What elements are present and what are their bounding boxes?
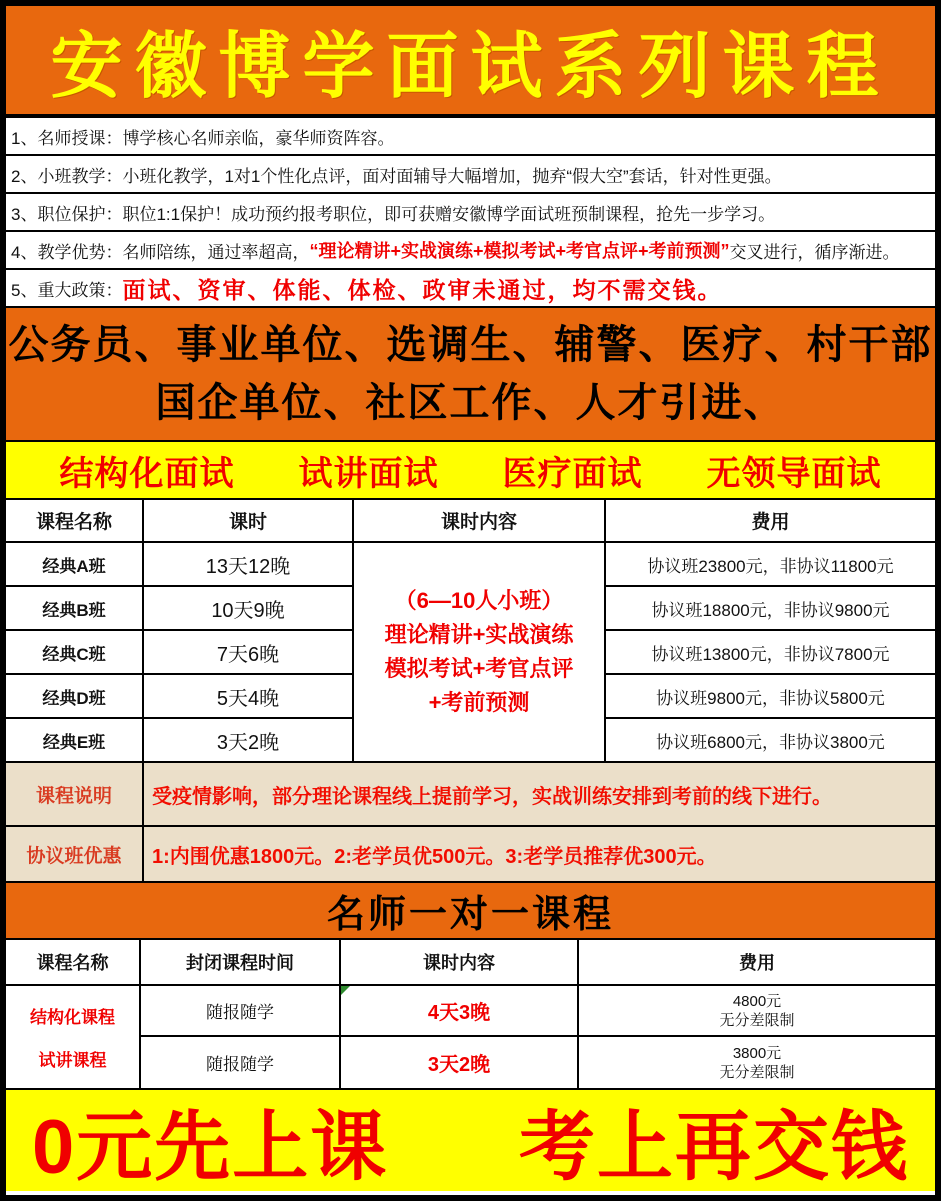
one-on-one-table [6,940,935,1090]
course-content-line-2: 理论精讲+实战演练 [384,622,574,647]
interview-types-bar [6,440,935,500]
course-table-header-name: 课程名称 [6,500,144,543]
course-content-cell [354,543,606,763]
notice-row-5 [6,270,935,308]
notice-list [6,118,935,308]
course-name-c: 经典C班 [6,631,144,675]
course-name-a: 经典A班 [6,543,144,587]
slogan-footer [6,1090,935,1191]
category-line-1: 公务员、事业单位、选调生、辅警、医疗、村干部 [8,323,933,367]
course-table [6,500,935,763]
cell-corner-marker [341,986,350,995]
one-fee-1-note: 无分差限制 [719,1011,795,1029]
notice-text-5-prefix: 5、重大政策： [11,280,123,300]
notice-text-4-prefix: 4、教学优势：名师陪练，通过率超高， [11,242,310,262]
course-table-header-content: 课时内容 [354,500,606,543]
one-schedule-2: 随报随学 [141,1037,341,1088]
notice-text-4-highlight: “理论精讲+实战演练+模拟考试+考官点评+考前预测” [309,241,730,261]
one-schedule-1: 随报随学 [141,986,341,1037]
interview-type-leaderless: 无领导面试 [706,454,882,493]
course-duration-b: 10天9晚 [144,587,354,631]
one-fee-1 [579,986,935,1037]
notice-row-1 [6,118,935,156]
course-fee-e: 协议班6800元，非协议3800元 [606,719,935,763]
one-table-header-fee: 费用 [579,940,935,986]
notice-text-2: 2、小班教学：小班化教学，1对1个性化点评，面对面辅导大幅增加，抛弃“假大空”套话，针对性更强。 [11,166,782,186]
one-course-name-cell [6,986,141,1088]
course-table-header-duration: 课时 [144,500,354,543]
notice-row-2 [6,156,935,194]
course-content-line-4: +考前预测 [428,690,530,715]
course-fee-c: 协议班13800元，非协议7800元 [606,631,935,675]
one-course-name-trial: 试讲课程 [38,1051,107,1070]
course-note-label: 课程说明 [6,763,144,825]
course-duration-c: 7天6晚 [144,631,354,675]
course-note-text: 受疫情影响，部分理论课程线上提前学习，实战训练安排到考前的线下进行。 [152,785,832,808]
course-name-e: 经典E班 [6,719,144,763]
notice-row-3 [6,194,935,232]
one-table-header-schedule: 封闭课程时间 [141,940,341,986]
one-fee-2 [579,1037,935,1088]
course-content-line-1: （6—10人小班） [394,588,564,613]
one-fee-2-amount: 3800元 [732,1044,782,1062]
title-banner [6,6,935,118]
one-on-one-banner: 名师一对一课程 [6,883,935,940]
page-title: 安徽博学面试系列课程 [50,23,891,108]
course-fee-b: 协议班18800元，非协议9800元 [606,587,935,631]
interview-type-medical: 医疗面试 [502,454,643,493]
notice-text-1: 1、名师授课：博学核心名师亲临，豪华师资阵容。 [11,128,395,148]
course-table-header-fee: 费用 [606,500,935,543]
interview-type-trial-lecture: 试讲面试 [298,454,439,493]
interview-type-structured: 结构化面试 [59,454,235,493]
discount-note-row [6,827,935,883]
one-duration-1 [341,986,579,1037]
course-fee-d: 协议班9800元，非协议5800元 [606,675,935,719]
course-duration-d: 5天4晚 [144,675,354,719]
course-fee-a: 协议班23800元，非协议11800元 [606,543,935,587]
notice-row-4 [6,232,935,270]
course-note-row [6,763,935,827]
notice-text-4-suffix: 交叉进行，循序渐进。 [729,242,900,262]
course-content-line-3: 模拟考试+考官点评 [384,656,574,681]
course-duration-a: 13天12晚 [144,543,354,587]
one-fee-2-note: 无分差限制 [719,1063,795,1081]
slogan-right: 考上再交钱 [519,1105,909,1190]
one-duration-1-text: 4天3晚 [427,1002,491,1024]
course-name-b: 经典B班 [6,587,144,631]
notice-text-3: 3、职位保护：职位1:1保护！成功预约报考职位，即可获赠安徽博学面试班预制课程，抢先一步学习。 [11,204,776,224]
one-course-name-structured: 结构化课程 [30,1008,115,1027]
one-table-header-name: 课程名称 [6,940,141,986]
category-banner [6,308,935,440]
course-name-d: 经典D班 [6,675,144,719]
category-line-2: 国企单位、社区工作、人才引进、 [155,381,786,425]
one-table-header-content: 课时内容 [341,940,579,986]
notice-text-5-highlight: 面试、资审、体能、体检、政审未通过，均不需交钱。 [122,276,723,304]
one-duration-2: 3天2晚 [341,1037,579,1088]
slogan-left: 0元先上课 [32,1105,389,1190]
discount-note-text: 1:内围优惠1800元。2:老学员优500元。3:老学员推荐优300元。 [152,845,717,868]
course-duration-e: 3天2晚 [144,719,354,763]
one-fee-1-amount: 4800元 [732,992,782,1010]
discount-note-label: 协议班优惠 [6,827,144,881]
